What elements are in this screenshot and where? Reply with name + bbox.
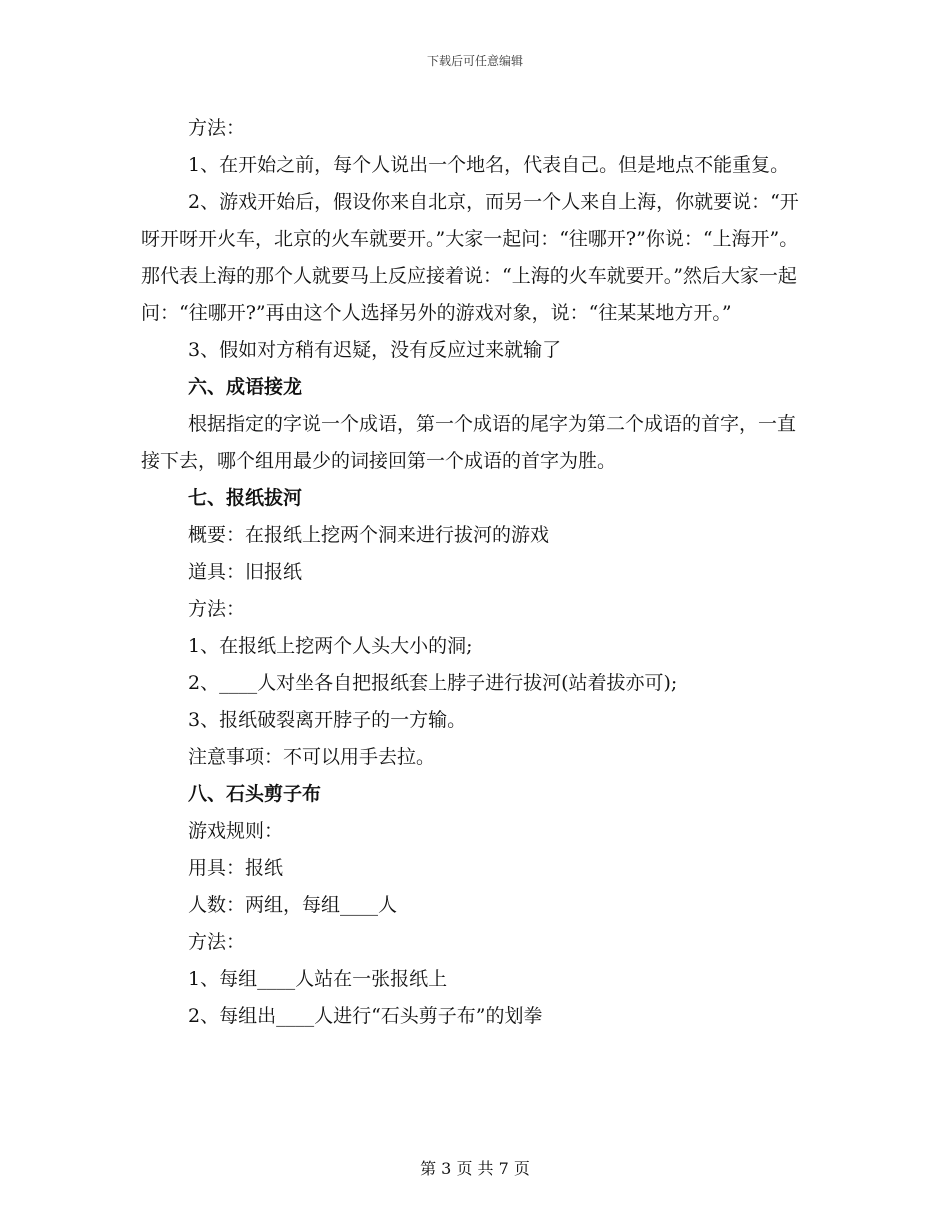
paragraph: 根据指定的字说一个成语，第一个成语的尾字为第二个成语的首字，一直接下去，哪个组用最少的词接回第一个成语的首字为胜。 [141,413,797,472]
paragraph: 方法： [188,931,246,953]
section-heading: 七、报纸拔河 [188,487,303,509]
document-body [141,110,811,1035]
page-header: 下载后可任意编辑 [426,54,523,68]
paragraph: 3、报纸破裂离开脖子的一方输。 [188,709,467,731]
section-heading: 六、成语接龙 [188,376,303,398]
paragraph: 1、在开始之前，每个人说出一个地名，代表自己。但是地点不能重复。 [188,154,790,176]
paragraph: 用具：报纸 [188,857,284,879]
section-heading: 八、石头剪子布 [188,783,322,805]
paragraph: 1、每组____人站在一张报纸上 [188,968,448,990]
paragraph: 游戏规则： [188,820,284,842]
paragraph: 2、游戏开始后，假设你来自北京，而另一个人来自上海，你就要说：“开呀开呀开火车，北京的火车就要开。”大家一起问：“往哪开?”你说：“上海开”。那代表上海的那个人就要马上反应接着说：“上海的火车就要开。”然后大家一起问：“往哪开?”再由这个人选择另外的游戏对象，说：“往某某地方开。” [141,191,799,324]
paragraph: 2、每组出____人进行“石头剪子布”的划拳 [188,1005,543,1027]
paragraph: 道具：旧报纸 [188,561,303,583]
paragraph: 方法： [188,117,246,139]
paragraph: 概要：在报纸上挖两个洞来进行拔河的游戏 [188,524,550,546]
paragraph: 注意事项：不可以用手去拉。 [188,746,436,768]
paragraph: 3、假如对方稍有迟疑，没有反应过来就输了 [188,339,562,361]
paragraph: 1、在报纸上挖两个人头大小的洞; [188,635,473,657]
page-footer: 第 3 页 共 7 页 [420,1159,530,1178]
paragraph: 方法： [188,598,246,620]
paragraph: 2、____人对坐各自把报纸套上脖子进行拔河(站着拔亦可); [188,672,678,694]
paragraph: 人数：两组，每组____人 [188,894,398,916]
